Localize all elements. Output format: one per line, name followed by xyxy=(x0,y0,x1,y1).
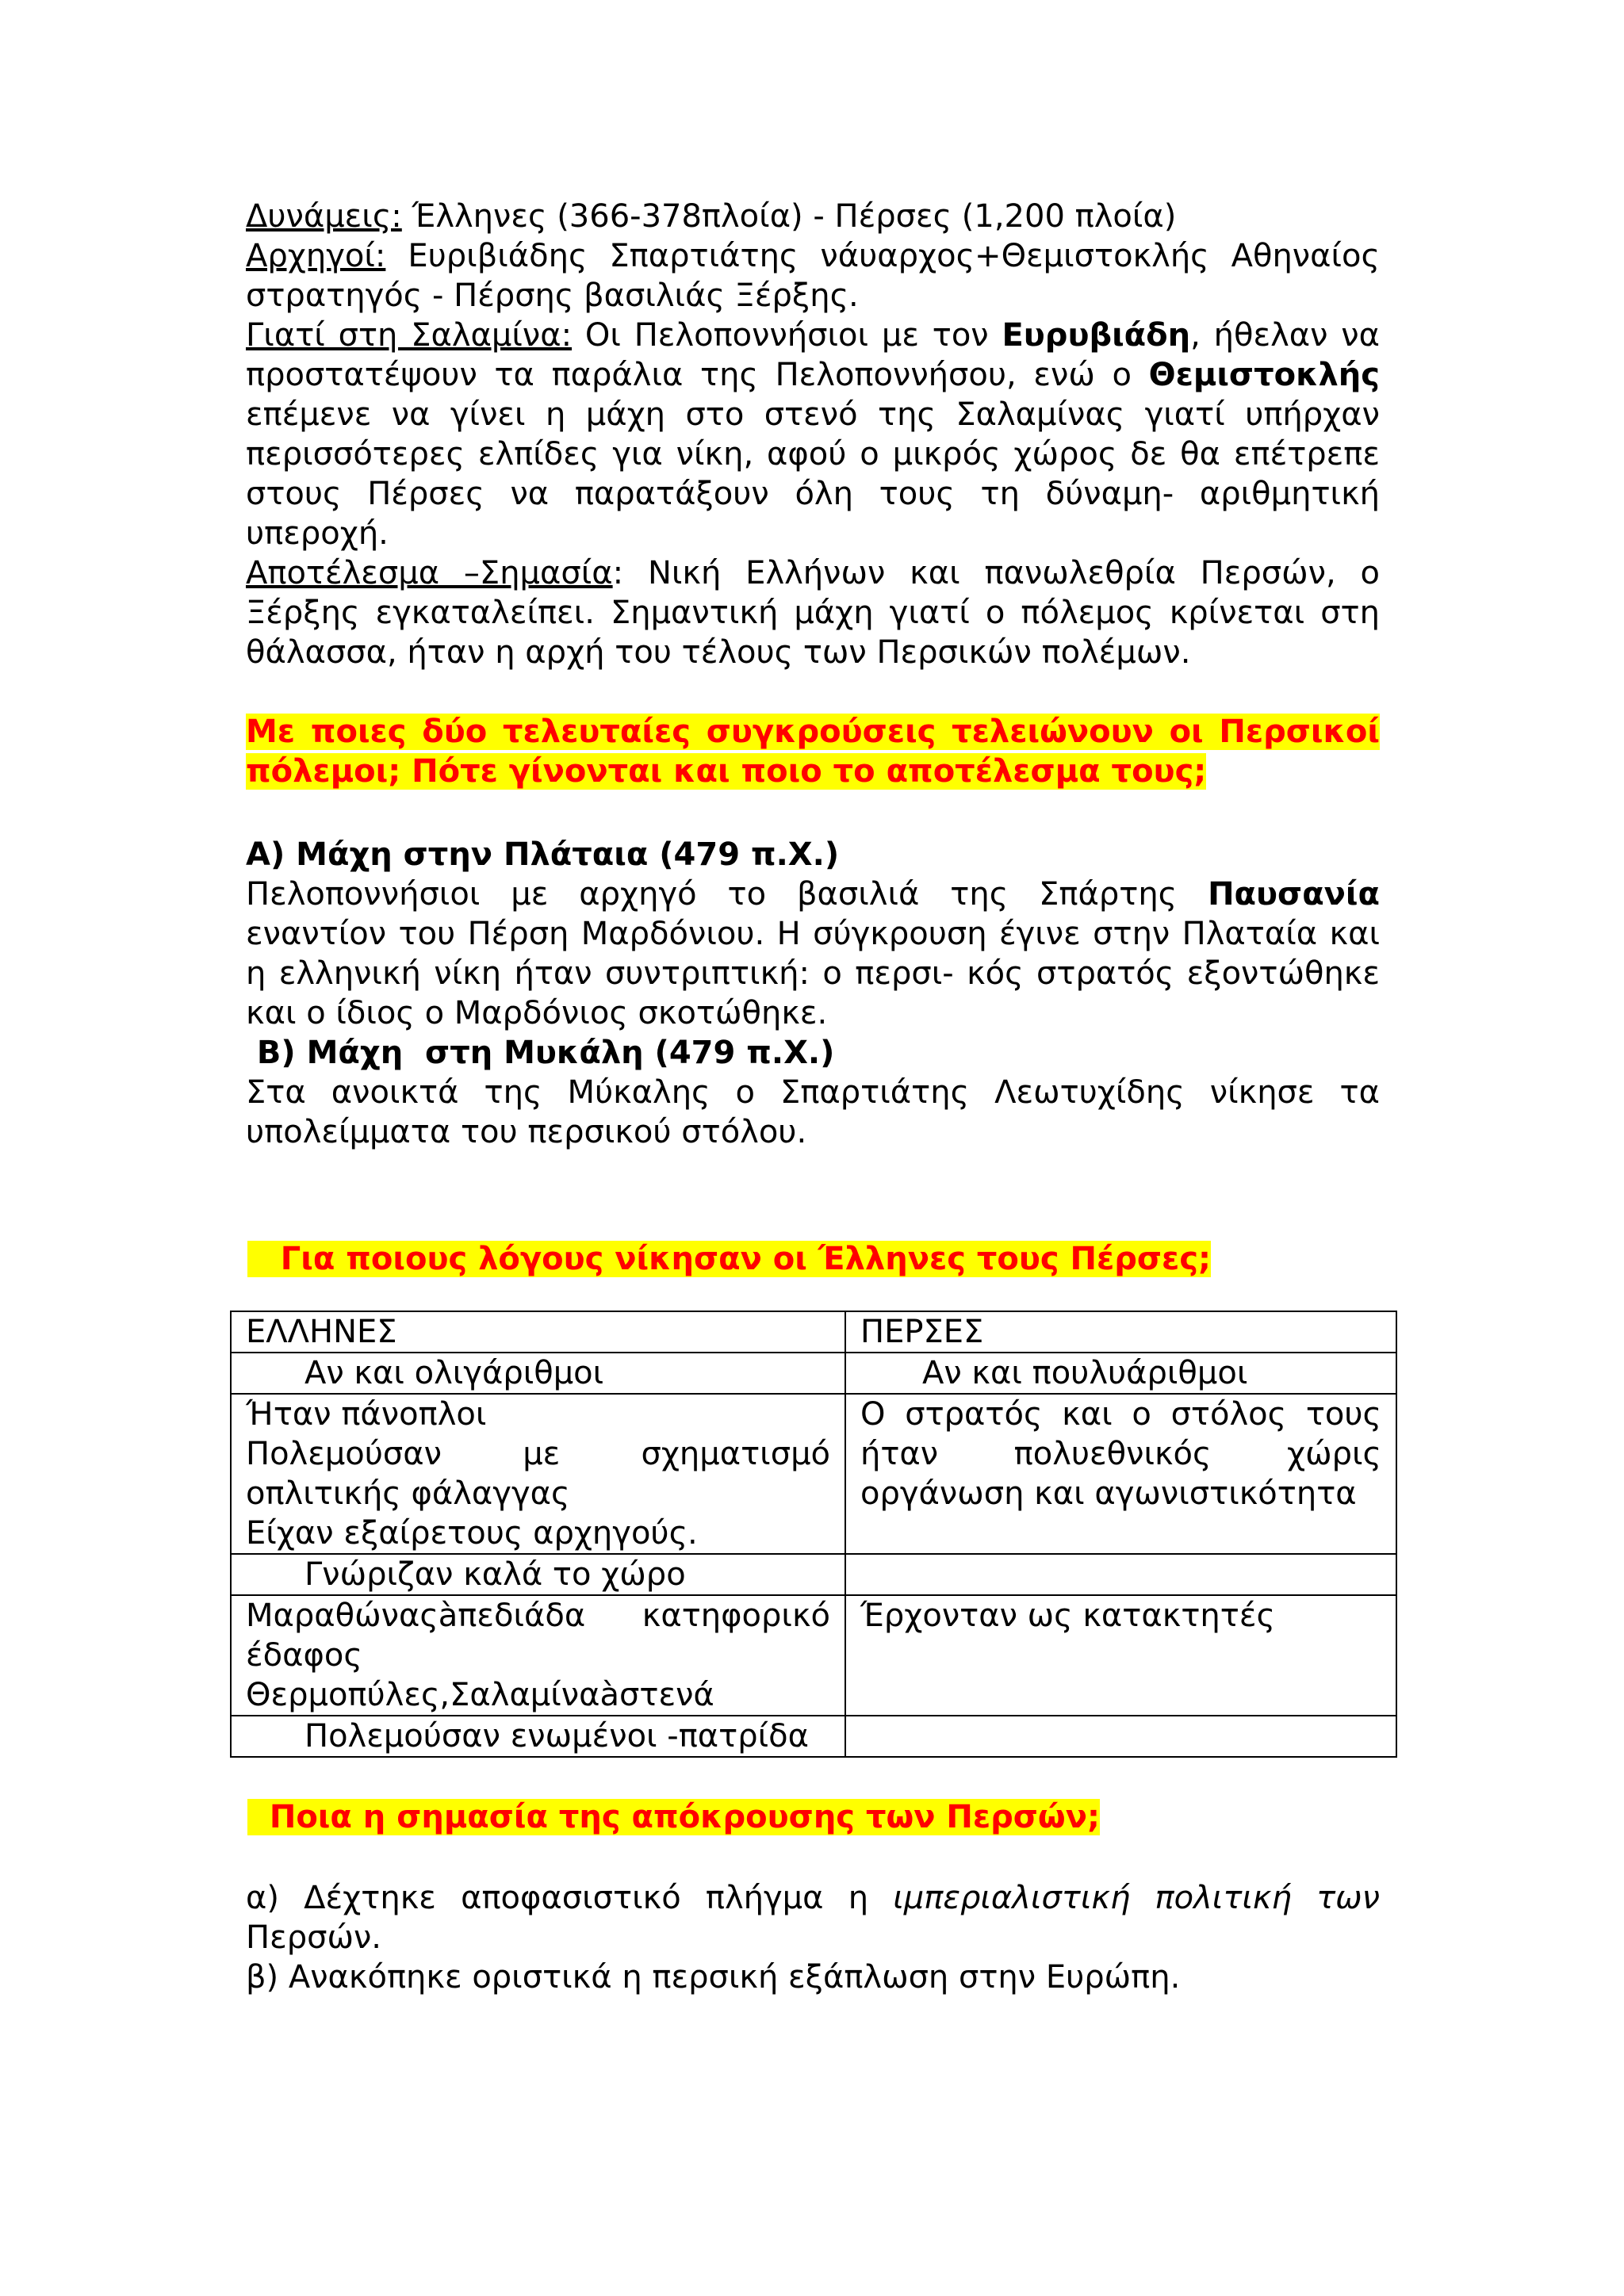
answer-a-text-1: α) Δέχτηκε αποφασιστικό πλήγμα η xyxy=(246,1880,894,1916)
table-row xyxy=(231,1716,1396,1757)
cell-line: οργάνωση και αγωνιστικότητα xyxy=(860,1475,1357,1512)
answer-b: β) Ανακόπηκε οριστικά η περσική εξάπλωση στην Ευρώπη. xyxy=(246,1959,1181,1996)
themistocles-name: Θεμιστοκλής xyxy=(1148,357,1380,393)
forces-paragraph xyxy=(246,197,1380,236)
table-row xyxy=(231,1554,1396,1595)
table-row xyxy=(231,1595,1396,1716)
leaders-paragraph xyxy=(246,236,1380,316)
table-cell xyxy=(231,1394,845,1554)
cell-line: έδαφος xyxy=(246,1637,362,1674)
table-cell: Γνώριζαν καλά το χώρο xyxy=(231,1554,845,1595)
battle-a-title: Α) Μάχη στην Πλάταια (479 π.Χ.) xyxy=(246,836,840,873)
question-1 xyxy=(246,712,1380,791)
leaders-label: Αρχηγοί: xyxy=(246,238,386,274)
table-cell xyxy=(845,1716,1396,1757)
cell-line: Θερμοπύλες,Σαλαμίναàστενά xyxy=(246,1677,714,1713)
answer-a-text-2: Περσών. xyxy=(246,1919,381,1956)
pausanias-name: Παυσανία xyxy=(1208,876,1380,913)
battle-a-text-1: Πελοποννήσιοι με αρχηγό το βασιλιά της Σπάρτης xyxy=(246,876,1208,913)
question-3-text: Ποια η σημασία της απόκρουσης των Περσών; xyxy=(247,1799,1100,1835)
cell-line: ήταν πολυεθνικός χώρις xyxy=(860,1436,1381,1472)
table-header-persians: ΠΕΡΣΕΣ xyxy=(845,1311,1396,1353)
result-label: Αποτέλεσμα –Σημασία xyxy=(246,555,613,591)
why-salamina-text-1: Οι Πελοποννήσιοι με τον xyxy=(572,317,1002,354)
forces-label: Δυνάμεις: xyxy=(246,198,402,235)
table-cell xyxy=(231,1595,845,1716)
battle-a-paragraph xyxy=(246,874,1380,1033)
table-cell: Αν και πουλυάριθμοι xyxy=(845,1353,1396,1394)
answer-a-italic: ιμπεριαλιστική πολιτική των xyxy=(893,1880,1380,1916)
question-2-text: Για ποιους λόγους νίκησαν οι Έλληνες τους Πέρσες; xyxy=(247,1241,1212,1277)
why-salamina-label: Γιατί στη Σαλαμίνα: xyxy=(246,317,573,354)
leaders-text: Ευριβιάδης Σπαρτιάτης νάυαρχος+Θεμιστοκλής Αθηναίος στρατηγός - Πέρσης βασιλιάς Ξέρξης. xyxy=(246,238,1380,314)
battle-b-title: Β) Μάχη στη Μυκάλη (479 π.Χ.) xyxy=(246,1035,835,1071)
table-cell: Έρχονταν ως κατακτητές xyxy=(845,1595,1396,1716)
question-2 xyxy=(246,1239,1380,1279)
table-cell xyxy=(845,1394,1396,1554)
battle-a-text-2: εναντίον του Πέρση Μαρδόνιου. Η σύγκρουση έγινε στην Πλαταία και η ελληνική νίκη ήταν συντριπτική: ο περσι- κός στρατός εξοντώθηκε και ο ίδιος ο Μαρδόνιος σκοτώθηκε. xyxy=(246,916,1380,1031)
cell-line: Είχαν εξαίρετους αρχηγούς. xyxy=(246,1515,698,1552)
why-salamina-text-3: επέμενε να γίνει η μάχη στο στενό της Σαλαμίνας γιατί υπήρχαν περισσότερες ελπίδες για νίκη, αφού ο μικρός χώρος δε θα επέτρεπε στους Πέρσες να παρατάξουν όλη τους τη δύναμη- αριθμητική υπεροχή. xyxy=(246,396,1380,552)
cell-line: Πολεμούσαν με σχηματισμό xyxy=(246,1436,830,1472)
forces-text: Έλληνες (366-378πλοία) - Πέρσες (1,200 πλοία) xyxy=(401,198,1177,235)
cell-line: Μαραθώναςàπεδιάδα κατηφορικό xyxy=(246,1598,830,1634)
answer-a xyxy=(246,1878,1380,1957)
eurybiades-name: Ευρυβιάδη xyxy=(1002,317,1191,354)
table-row xyxy=(231,1311,1396,1353)
cell-line: οπλιτικής φάλαγγας xyxy=(246,1475,570,1512)
document-content xyxy=(246,197,1380,1997)
result-paragraph xyxy=(246,553,1380,672)
battle-b-paragraph: Στα ανοικτά της Μύκαλης ο Σπαρτιάτης Λεωτυχίδης νίκησε τα υπολείμματα του περσικού στόλου. xyxy=(246,1074,1380,1150)
comparison-table xyxy=(230,1311,1397,1758)
table-row xyxy=(231,1394,1396,1554)
why-salamina-text-2: , ήθελαν να προστατέψουν τα παράλια της Πελοποννήσου, ενώ ο xyxy=(246,317,1380,393)
question-1-text: Με ποιες δύο τελευταίες συγκρούσεις τελειώνουν οι Περσικοί πόλεμοι; Πότε γίνονται και ποιο το αποτέλεσμα τους; xyxy=(246,714,1380,790)
table-cell xyxy=(845,1554,1396,1595)
table-row xyxy=(231,1353,1396,1394)
table-cell: Πολεμούσαν ενωμένοι -πατρίδα xyxy=(231,1716,845,1757)
cell-line: Ο στρατός και ο στόλος τους xyxy=(860,1396,1381,1433)
table-header-greeks: ΕΛΛΗΝΕΣ xyxy=(231,1311,845,1353)
question-3 xyxy=(246,1797,1380,1837)
table-cell: Αν και ολιγάριθμοι xyxy=(231,1353,845,1394)
result-text: : Νική Ελλήνων και πανωλεθρία Περσών, ο Ξέρξης εγκαταλείπει. Σημαντική μάχη γιατί ο πόλεμος κρίνεται στη θάλασσα, ήταν η αρχή του τέλους των Περσικών πολέμων. xyxy=(246,555,1380,671)
cell-line: Ήταν πάνοπλοι xyxy=(246,1396,487,1433)
why-salamina-paragraph xyxy=(246,316,1380,553)
